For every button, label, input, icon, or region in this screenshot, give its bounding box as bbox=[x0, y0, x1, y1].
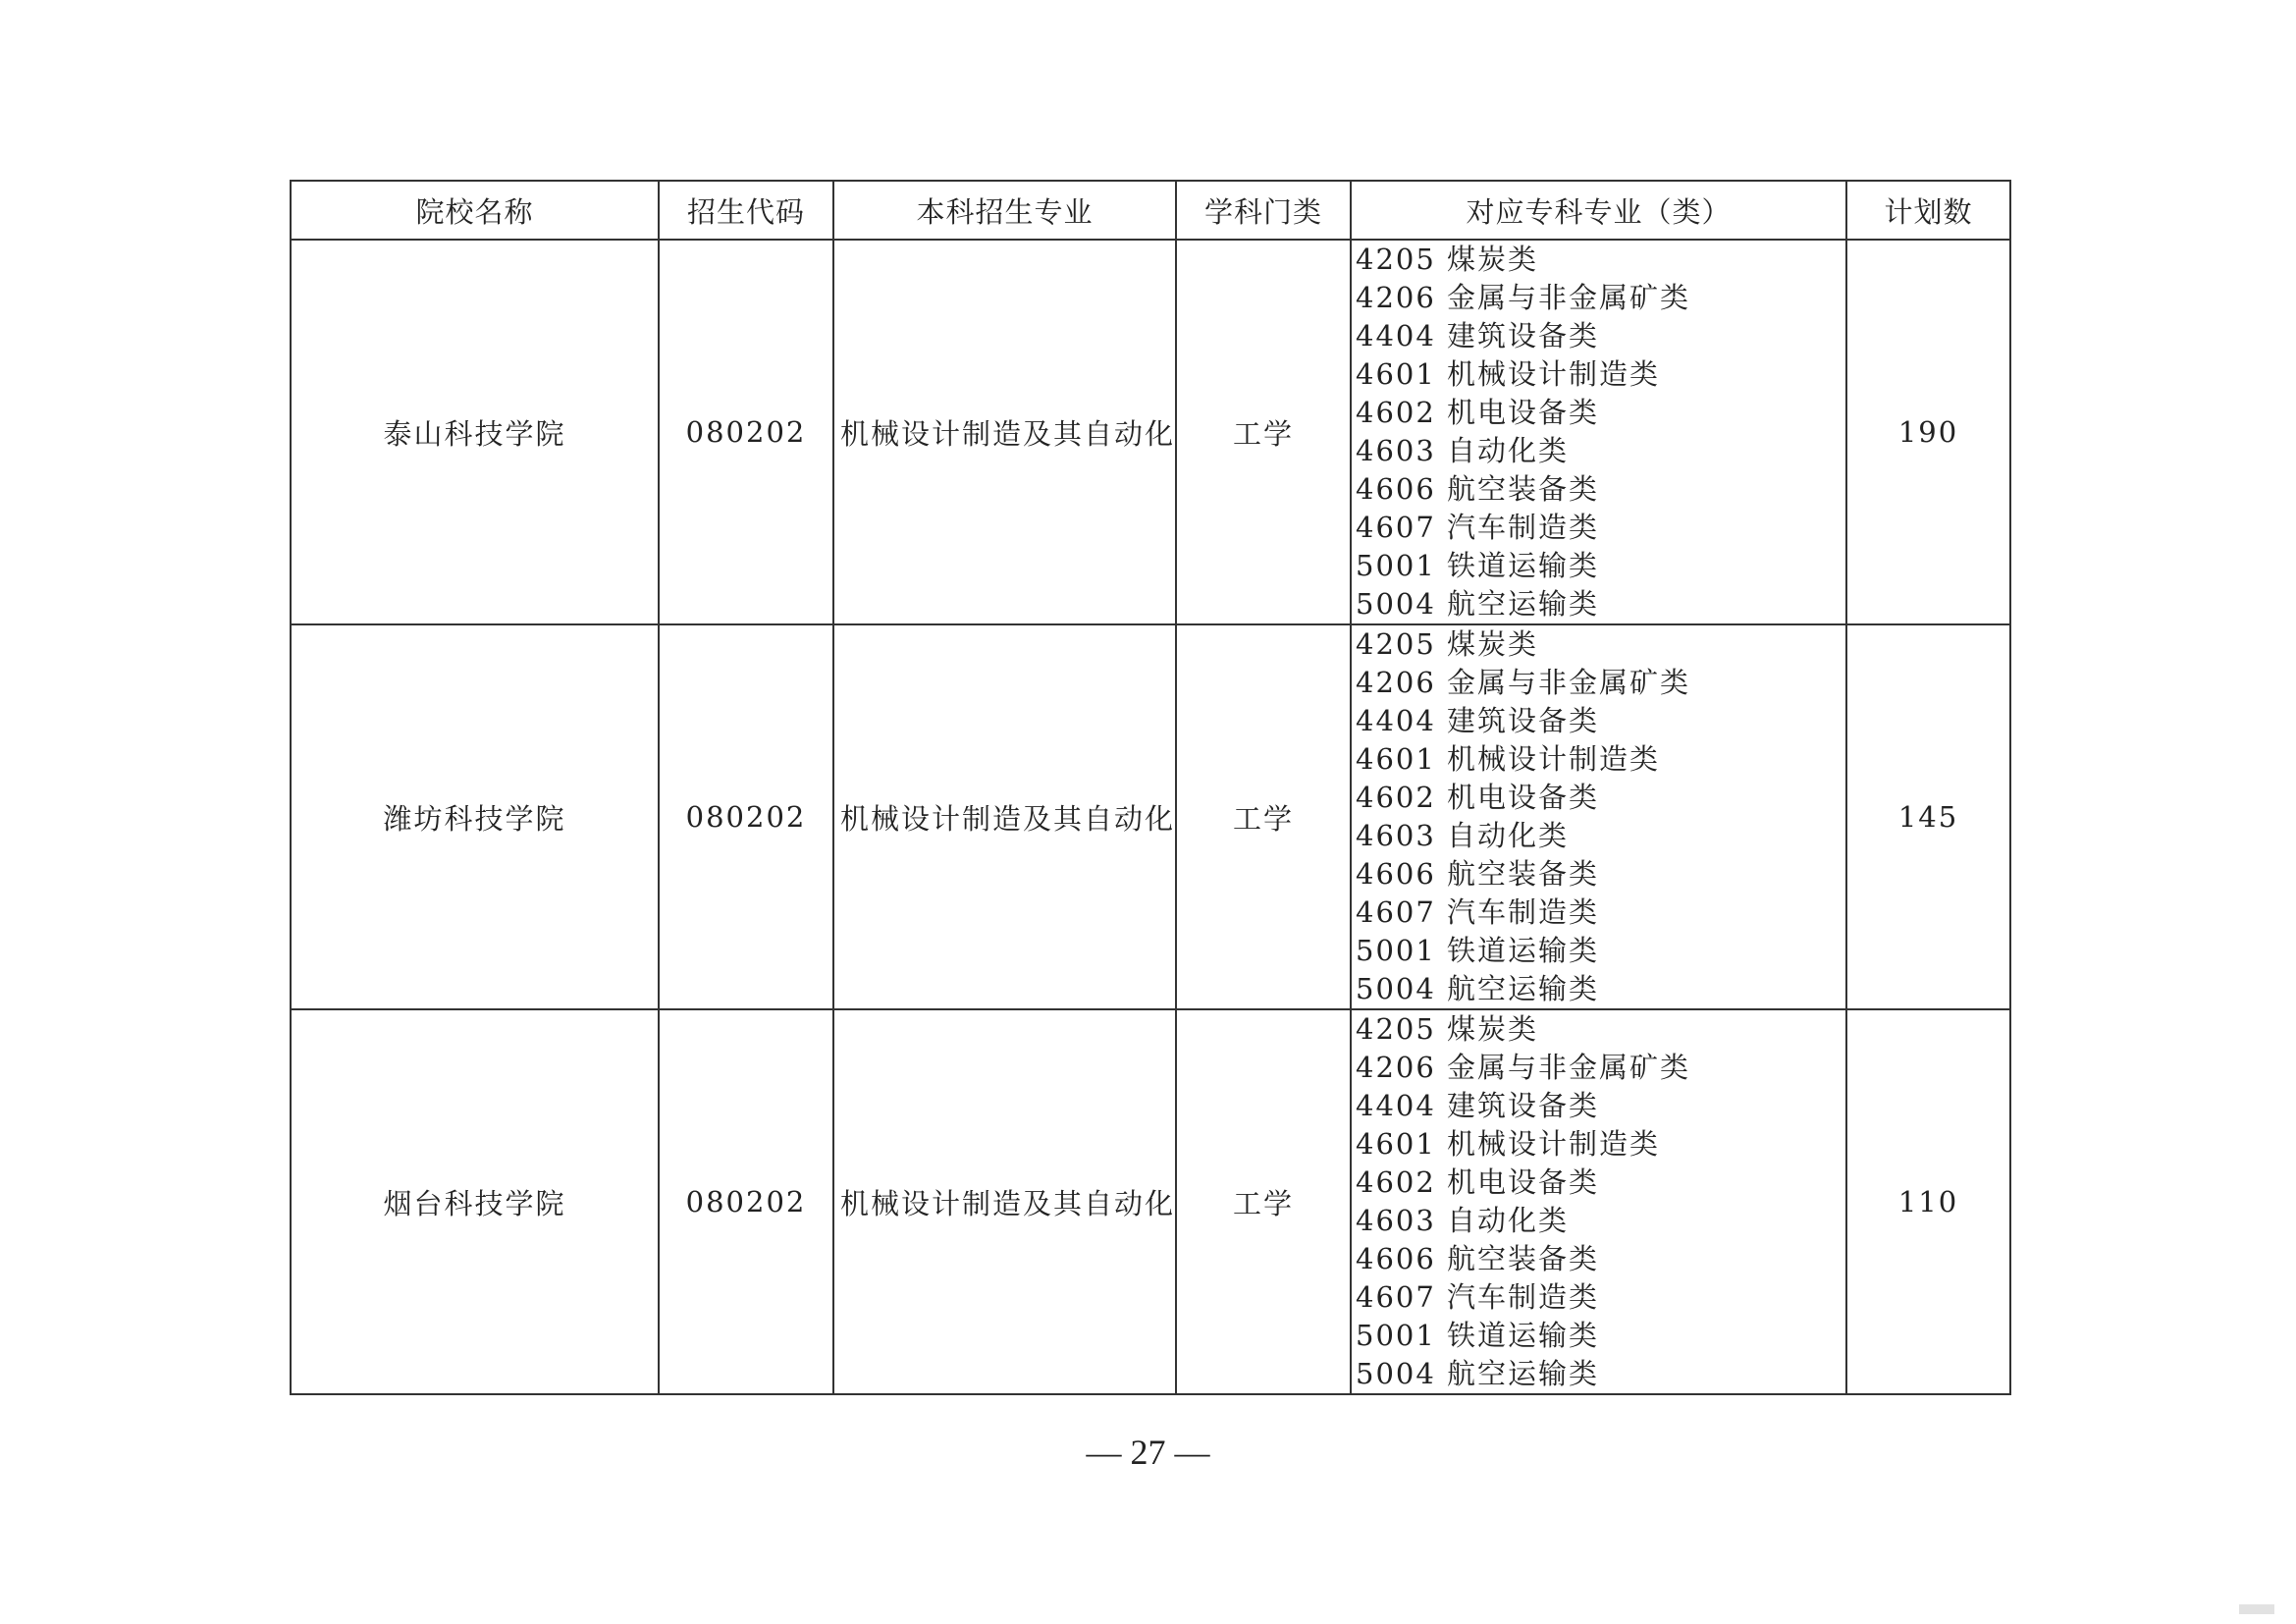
specialties-cell bbox=[1351, 1009, 1846, 1394]
enrollment-code-cell: 080202 bbox=[659, 624, 833, 1009]
specialty-item: 5001 铁道运输类 bbox=[1356, 1319, 1600, 1352]
specialty-item: 4603 自动化类 bbox=[1356, 1204, 1570, 1237]
specialty-item: 4607 汽车制造类 bbox=[1356, 511, 1600, 544]
specialty-item: 4404 建筑设备类 bbox=[1356, 1089, 1600, 1122]
specialty-item: 4607 汽车制造类 bbox=[1356, 895, 1600, 929]
specialty-item: 4606 航空装备类 bbox=[1356, 472, 1600, 506]
specialty-item: 5004 航空运输类 bbox=[1356, 587, 1600, 621]
school-name-cell: 潍坊科技学院 bbox=[291, 624, 659, 1009]
specialty-item: 4606 航空装备类 bbox=[1356, 857, 1600, 891]
school-name-cell: 烟台科技学院 bbox=[291, 1009, 659, 1394]
specialty-item: 4602 机电设备类 bbox=[1356, 1165, 1600, 1199]
header-school-name: 院校名称 bbox=[291, 181, 659, 240]
specialty-item: 4404 建筑设备类 bbox=[1356, 704, 1600, 737]
watermark-mark bbox=[2239, 1604, 2274, 1614]
specialty-item: 5004 航空运输类 bbox=[1356, 1357, 1600, 1390]
specialty-item: 4601 机械设计制造类 bbox=[1356, 742, 1661, 776]
specialty-item: 4602 机电设备类 bbox=[1356, 781, 1600, 814]
page-number: — 27 — bbox=[1086, 1433, 1210, 1472]
specialty-item: 5001 铁道运输类 bbox=[1356, 934, 1600, 967]
specialty-item: 4206 金属与非金属矿类 bbox=[1356, 1051, 1691, 1084]
specialty-item: 4603 自动化类 bbox=[1356, 434, 1570, 467]
major-cell: 机械设计制造及其自动化 bbox=[833, 1009, 1176, 1394]
discipline-category-cell: 工学 bbox=[1176, 1009, 1351, 1394]
major-cell: 机械设计制造及其自动化 bbox=[833, 624, 1176, 1009]
header-undergraduate-major: 本科招生专业 bbox=[833, 181, 1176, 240]
table-row bbox=[291, 240, 2010, 624]
discipline-category-cell: 工学 bbox=[1176, 624, 1351, 1009]
table-row bbox=[291, 624, 2010, 1009]
specialty-item: 4601 机械设计制造类 bbox=[1356, 1127, 1661, 1161]
plan-count-cell: 190 bbox=[1846, 240, 2010, 624]
header-discipline-category: 学科门类 bbox=[1176, 181, 1351, 240]
header-corresponding-specialties: 对应专科专业（类） bbox=[1351, 181, 1846, 240]
header-plan-count: 计划数 bbox=[1846, 181, 2010, 240]
table-row bbox=[291, 1009, 2010, 1394]
specialty-item: 4206 金属与非金属矿类 bbox=[1356, 281, 1691, 314]
enrollment-code-cell: 080202 bbox=[659, 240, 833, 624]
specialty-item: 5004 航空运输类 bbox=[1356, 972, 1600, 1005]
plan-count-cell: 145 bbox=[1846, 624, 2010, 1009]
discipline-category-cell: 工学 bbox=[1176, 240, 1351, 624]
specialty-item: 4603 自动化类 bbox=[1356, 819, 1570, 852]
specialties-cell bbox=[1351, 240, 1846, 624]
enrollment-code-cell: 080202 bbox=[659, 1009, 833, 1394]
specialty-item: 4404 建筑设备类 bbox=[1356, 319, 1600, 352]
enrollment-plan-table bbox=[290, 180, 2011, 1395]
specialty-item: 4602 机电设备类 bbox=[1356, 396, 1600, 429]
specialty-item: 4607 汽车制造类 bbox=[1356, 1280, 1600, 1314]
specialty-item: 4206 金属与非金属矿类 bbox=[1356, 666, 1691, 699]
major-cell: 机械设计制造及其自动化 bbox=[833, 240, 1176, 624]
table-header-row bbox=[291, 181, 2010, 240]
header-enrollment-code: 招生代码 bbox=[659, 181, 833, 240]
school-name-cell: 泰山科技学院 bbox=[291, 240, 659, 624]
specialty-item: 4205 煤炭类 bbox=[1356, 627, 1539, 661]
specialty-item: 4601 机械设计制造类 bbox=[1356, 357, 1661, 391]
plan-count-cell: 110 bbox=[1846, 1009, 2010, 1394]
specialties-cell bbox=[1351, 624, 1846, 1009]
specialty-item: 4205 煤炭类 bbox=[1356, 243, 1539, 276]
specialty-item: 4606 航空装备类 bbox=[1356, 1242, 1600, 1275]
specialty-item: 4205 煤炭类 bbox=[1356, 1012, 1539, 1046]
specialty-item: 5001 铁道运输类 bbox=[1356, 549, 1600, 582]
